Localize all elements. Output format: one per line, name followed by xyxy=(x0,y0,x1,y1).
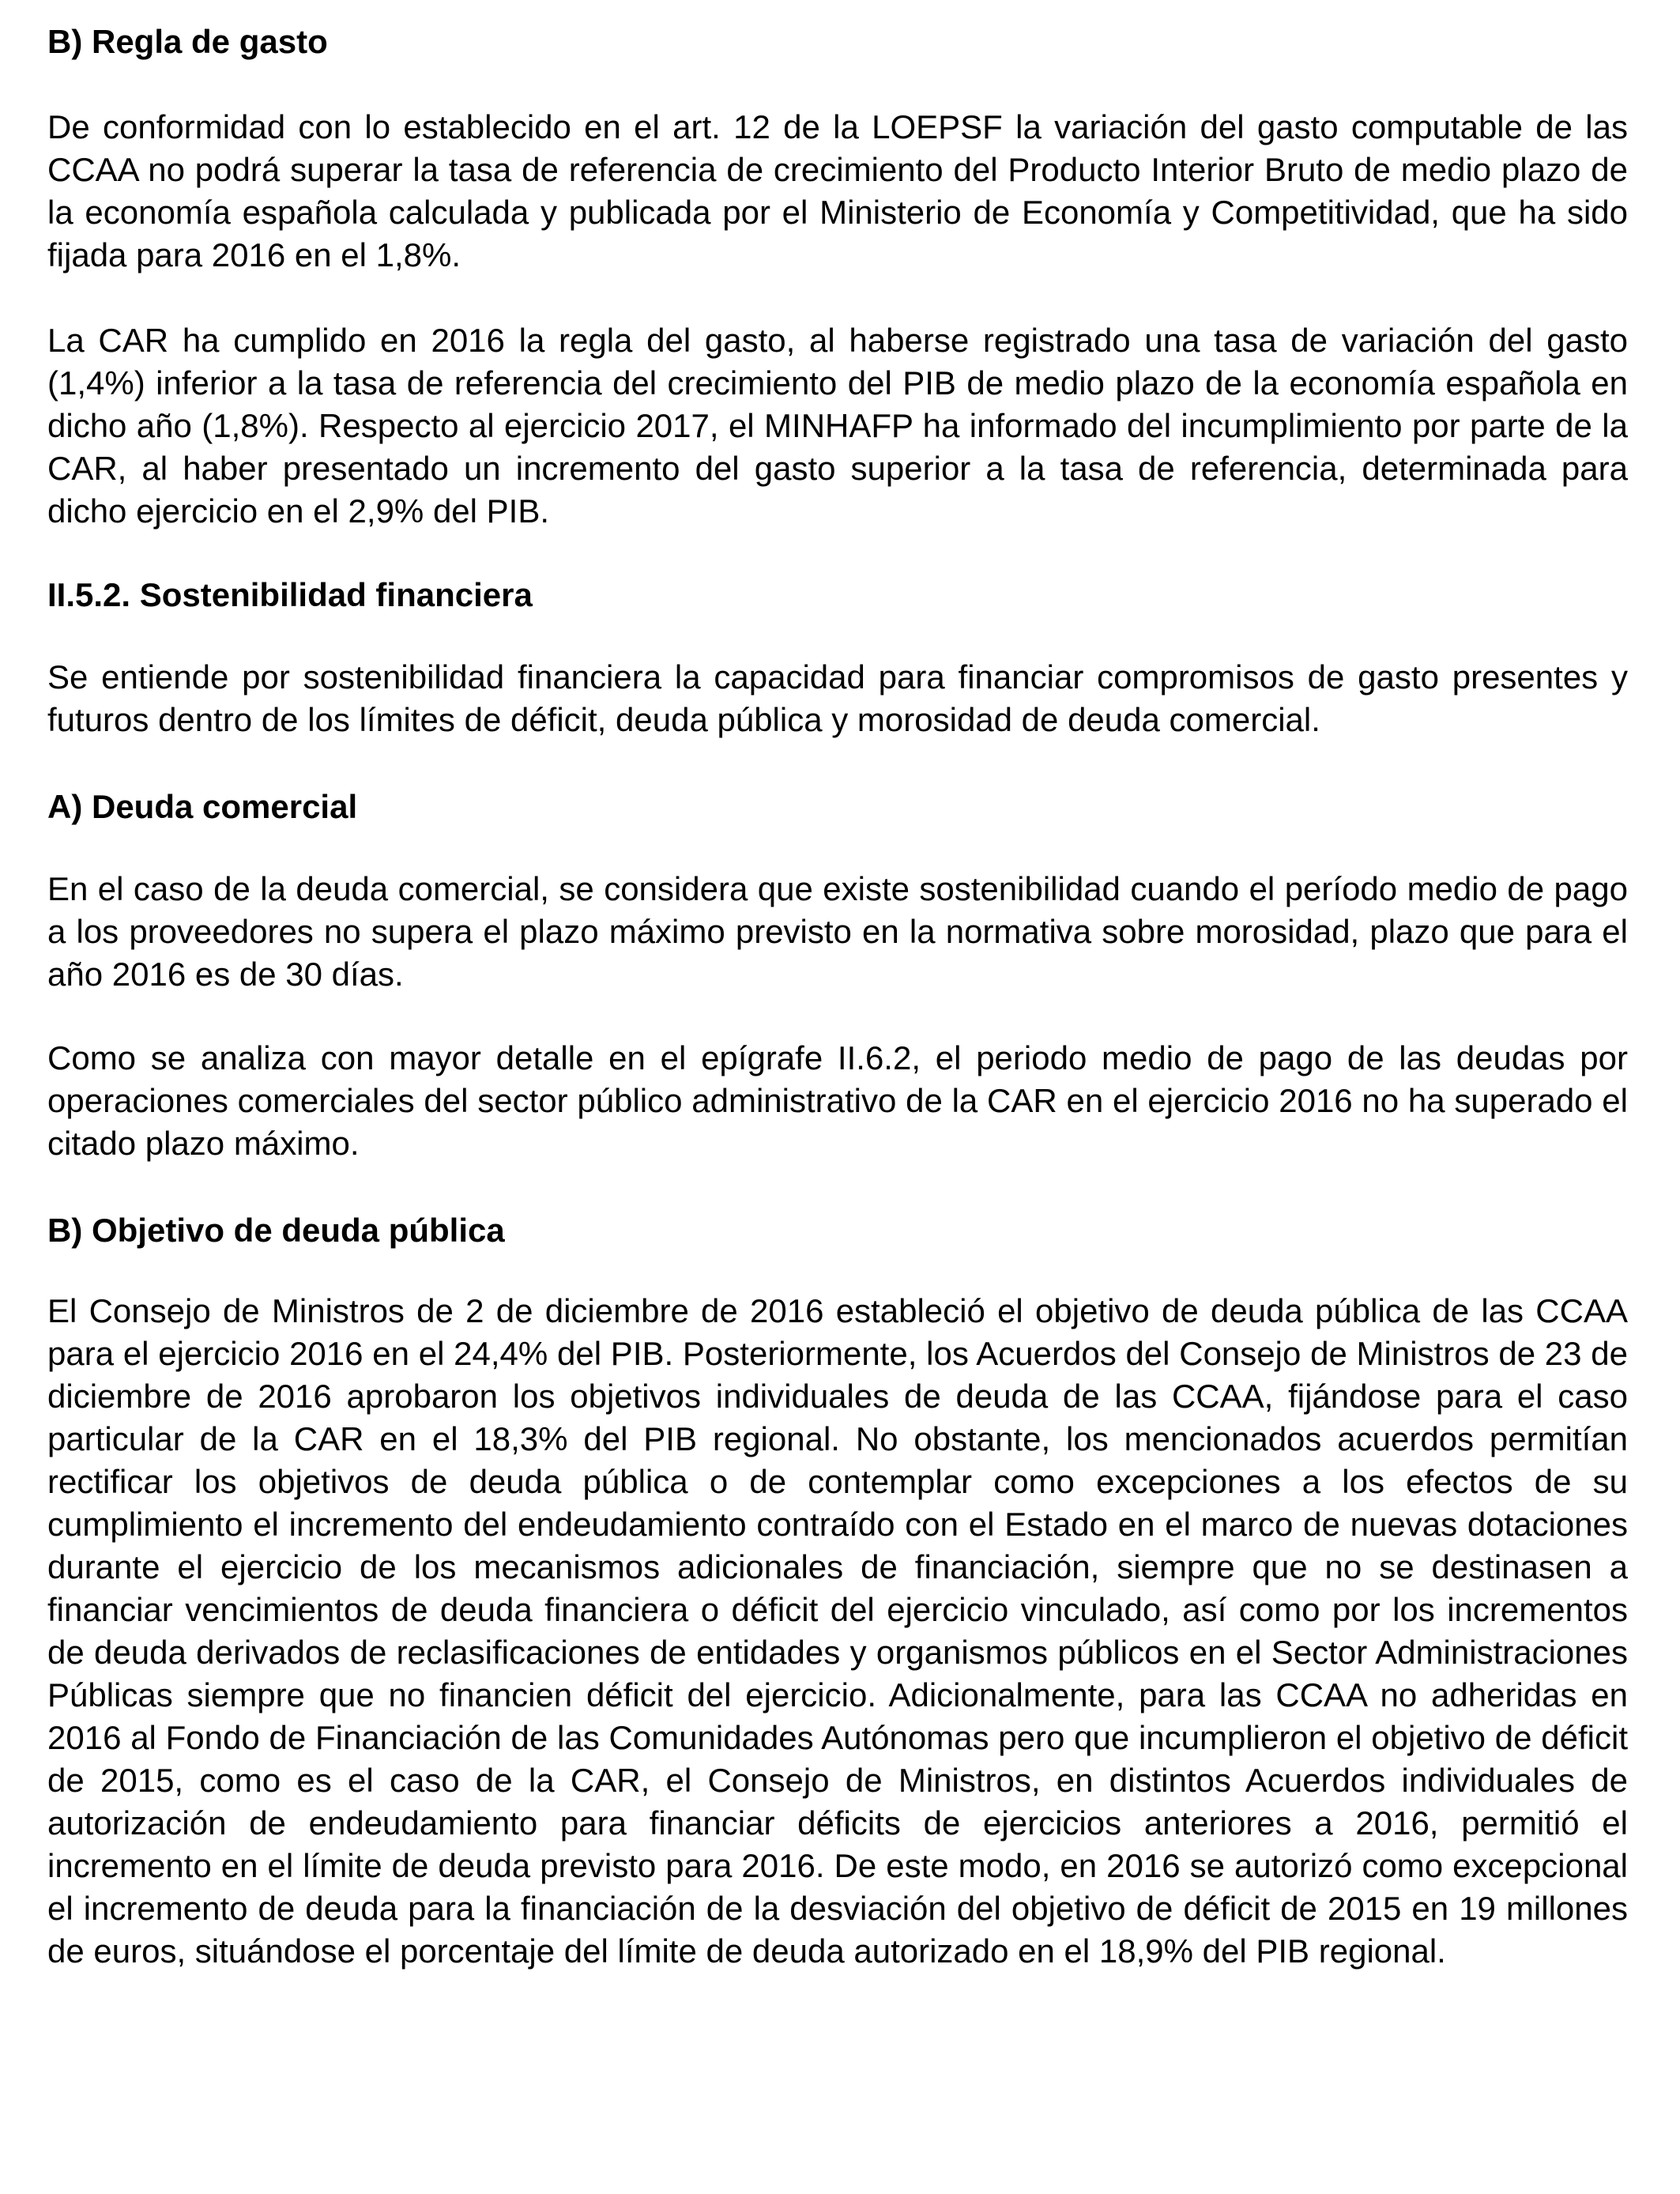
section-heading-sostenibilidad-financiera: II.5.2. Sostenibilidad financiera xyxy=(47,576,533,613)
paragraph-objetivo-deuda-publica: El Consejo de Ministros de 2 de diciembre de 2016 estableció el objetivo de deuda pública de las CCAA para el ejercicio 2016 en el 24,4% del PIB. Posteriormente, los Acuerdos del Consejo de Ministros de 23 de diciembre de 2016 aprobaron los objetivos individuales de deuda de las CCAA, fijándose para el caso particular de la CAR en el 18,3% del PIB regional. No obstante, los mencionados acuerdos permitían rectificar los objetivos de deuda pública o de contemplar como excepciones a los efectos de su cumplimiento el incremento del endeudamiento contraído con el Estado en el marco de nuevas dotaciones durante el ejercicio de los mecanismos adicionales de financiación, siempre que no se destinasen a financiar vencimientos de deuda financiera o déficit del ejercicio vinculado, así como por los incrementos de deuda derivados de reclasificaciones de entidades y organismos públicos en el Sector Administraciones Públicas siempre que no financien déficit del ejercicio. Adicionalmente, para las CCAA no adheridas en 2016 al Fondo de Financiación de las Comunidades Autónomas pero que incumplieron el objetivo de déficit de 2015, como es el caso de la CAR, el Consejo de Ministros, en distintos Acuerdos individuales de autorización de endeudamiento para financiar déficits de ejercicios anteriores a 2016, permitió el incremento en el límite de deuda previsto para 2016. De este modo, en 2016 se autorizó como excepcional el incremento de deuda para la financiación de la desviación del objetivo de déficit de 2015 en 19 millones de euros, situándose el porcentaje del límite de deuda autorizado en el 18,9% del PIB regional. xyxy=(47,1292,1628,1970)
paragraph-deuda-comercial-definicion: En el caso de la deuda comercial, se considera que existe sostenibilidad cuando el período medio de pago a los proveedores no supera el plazo máximo previsto en la normativa sobre morosidad, plazo que para el año 2016 es de 30 días. xyxy=(47,870,1628,993)
paragraph-regla-gasto-definicion: De conformidad con lo establecido en el art. 12 de la LOEPSF la variación del gasto computable de las CCAA no podrá superar la tasa de referencia de crecimiento del Producto Interior Bruto de medio plazo de la economía española calculada y publicada por el Ministerio de Economía y Competitividad, que ha sido fijada para 2016 en el 1,8%. xyxy=(47,108,1628,273)
document-page xyxy=(47,21,1628,1973)
paragraph-regla-gasto-cumplimiento: La CAR ha cumplido en 2016 la regla del gasto, al haberse registrado una tasa de variación del gasto (1,4%) inferior a la tasa de referencia del crecimiento del PIB de medio plazo de la economía española en dicho año (1,8%). Respecto al ejercicio 2017, el MINHAFP ha informado del incumplimiento por parte de la CAR, al haber presentado un incremento del gasto superior a la tasa de referencia, determinada para dicho ejercicio en el 2,9% del PIB. xyxy=(47,322,1628,530)
section-heading-regla-de-gasto: B) Regla de gasto xyxy=(47,23,328,60)
paragraph-deuda-comercial-periodo-pago: Como se analiza con mayor detalle en el epígrafe II.6.2, el periodo medio de pago de las deudas por operaciones comerciales del sector público administrativo de la CAR en el ejercicio 2016 no ha superado el citado plazo máximo. xyxy=(47,1039,1628,1162)
section-heading-objetivo-deuda-publica: B) Objetivo de deuda pública xyxy=(47,1212,505,1249)
paragraph-sostenibilidad-definicion: Se entiende por sostenibilidad financiera la capacidad para financiar compromisos de gasto presentes y futuros dentro de los límites de déficit, deuda pública y morosidad de deuda comercial. xyxy=(47,658,1628,738)
section-heading-deuda-comercial: A) Deuda comercial xyxy=(47,788,358,825)
